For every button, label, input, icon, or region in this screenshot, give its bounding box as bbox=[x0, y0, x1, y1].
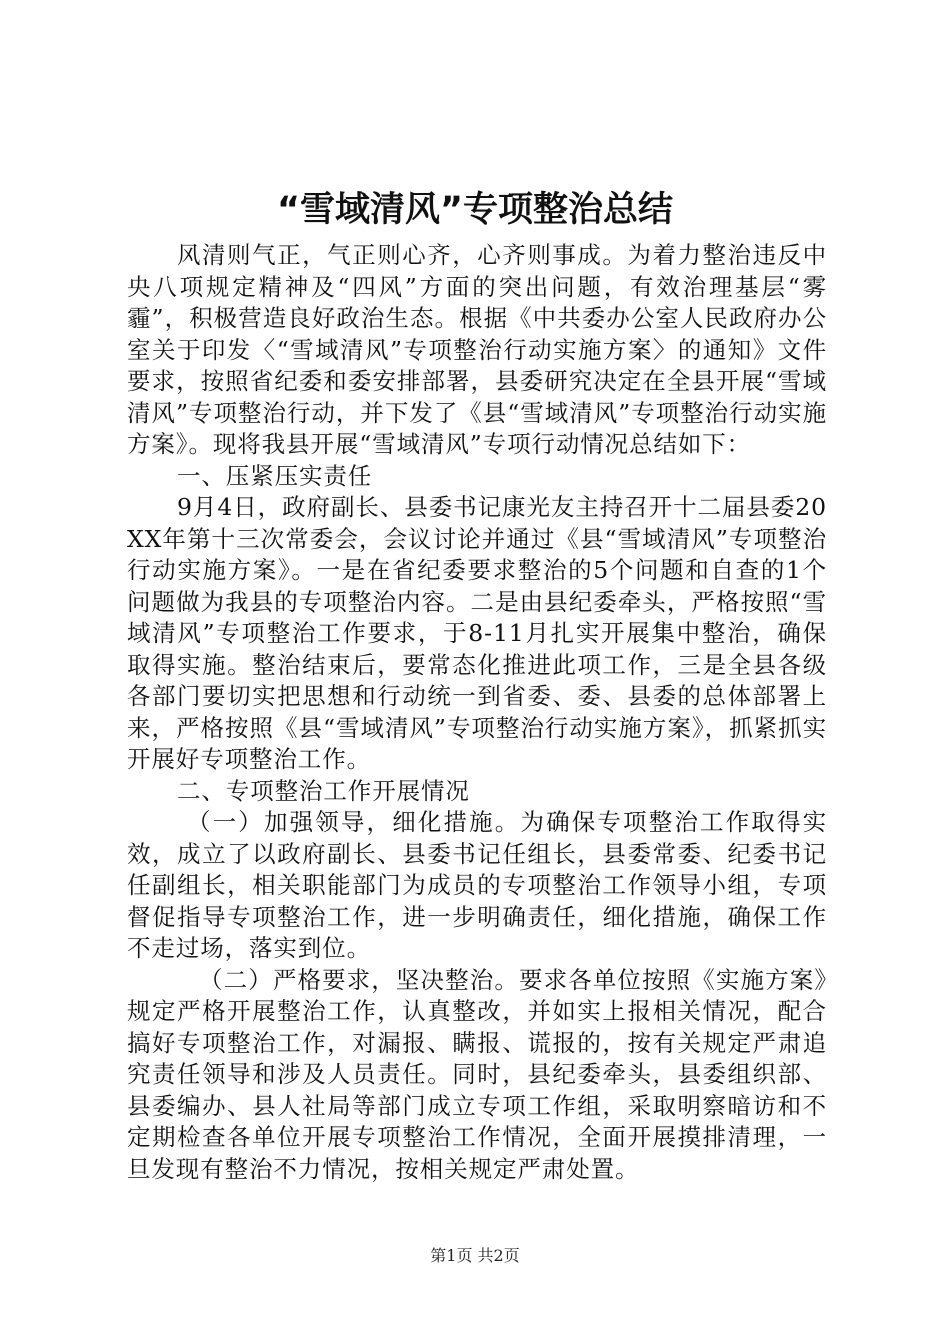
document-title: “雪域清风”专项整治总结 bbox=[276, 190, 673, 230]
subsection-1-paragraph: （一）加强领导，细化措施。为确保专项整治工作取得实效，成立了以政府副长、县委书记任组长，县委常委、纪委书记任副组长，相关职能部门为成员的专项整治工作领导小组，专项督促指导专项整治工作，进一步明确责任，细化措施，确保工作不走过场，落实到位。 bbox=[127, 808, 827, 962]
intro-paragraph: 风清则气正，气正则心齐，心齐则事成。为着力整治违反中央八项规定精神及“四风”方面的突出问题，有效治理基层“雾霾”，积极营造良好政治生态。根据《中共委办公室人民政府办公室关于印发〈“雪域清风”专项整治行动实施方案〉的通知》文件要求，按照省纪委和委安排部署，县委研究决定在全县开展“雪域清风”专项整治行动，并下发了《县“雪域清风”专项整治行动实施方案》。现将我县开展“雪域清风”专项行动情况总结如下： bbox=[127, 241, 827, 458]
section-heading-2: 二、专项整治工作开展情况 bbox=[177, 776, 470, 805]
section-1-paragraph: 9月4日，政府副长、县委书记康光友主持召开十二届县委20XX年第十三次常委会，会议讨论并通过《县“雪域清风”专项整治行动实施方案》。一是在省纪委要求整治的5个问题和自查的1个问题做为我县的专项整治内容。二是由县纪委牵头，严格按照“雪域清风”专项整治工作要求，于8-11月扎实开展集中整治，确保取得实施。整治结束后，要常态化推进此项工作，三是全县各级各部门要切实把思想和行动统一到省委、委、县委的总体部署上来，严格按照《县“雪域清风”专项整治行动实施方案》，抓紧抓实开展好专项整治工作。 bbox=[127, 493, 827, 773]
document-body bbox=[127, 240, 827, 1185]
subsection-2-paragraph: （二）严格要求，坚决整治。要求各单位按照《实施方案》规定严格开展整治工作，认真整改，并如实上报相关情况，配合搞好专项整治工作，对漏报、瞒报、谎报的，按有关规定严肃追究责任领导和涉及人员责任。同时，县纪委牵头，县委组织部、县委编办、县人社局等部门成立专项工作组，采取明察暗访和不定期检查各单位开展专项整治工作情况，全面开展摸排清理，一旦发现有整治不力情况，按相关规定严肃处置。 bbox=[127, 965, 827, 1183]
section-heading-1: 一、压紧压实责任 bbox=[177, 461, 373, 490]
page-footer: 第1页 共2页 bbox=[430, 1246, 520, 1265]
